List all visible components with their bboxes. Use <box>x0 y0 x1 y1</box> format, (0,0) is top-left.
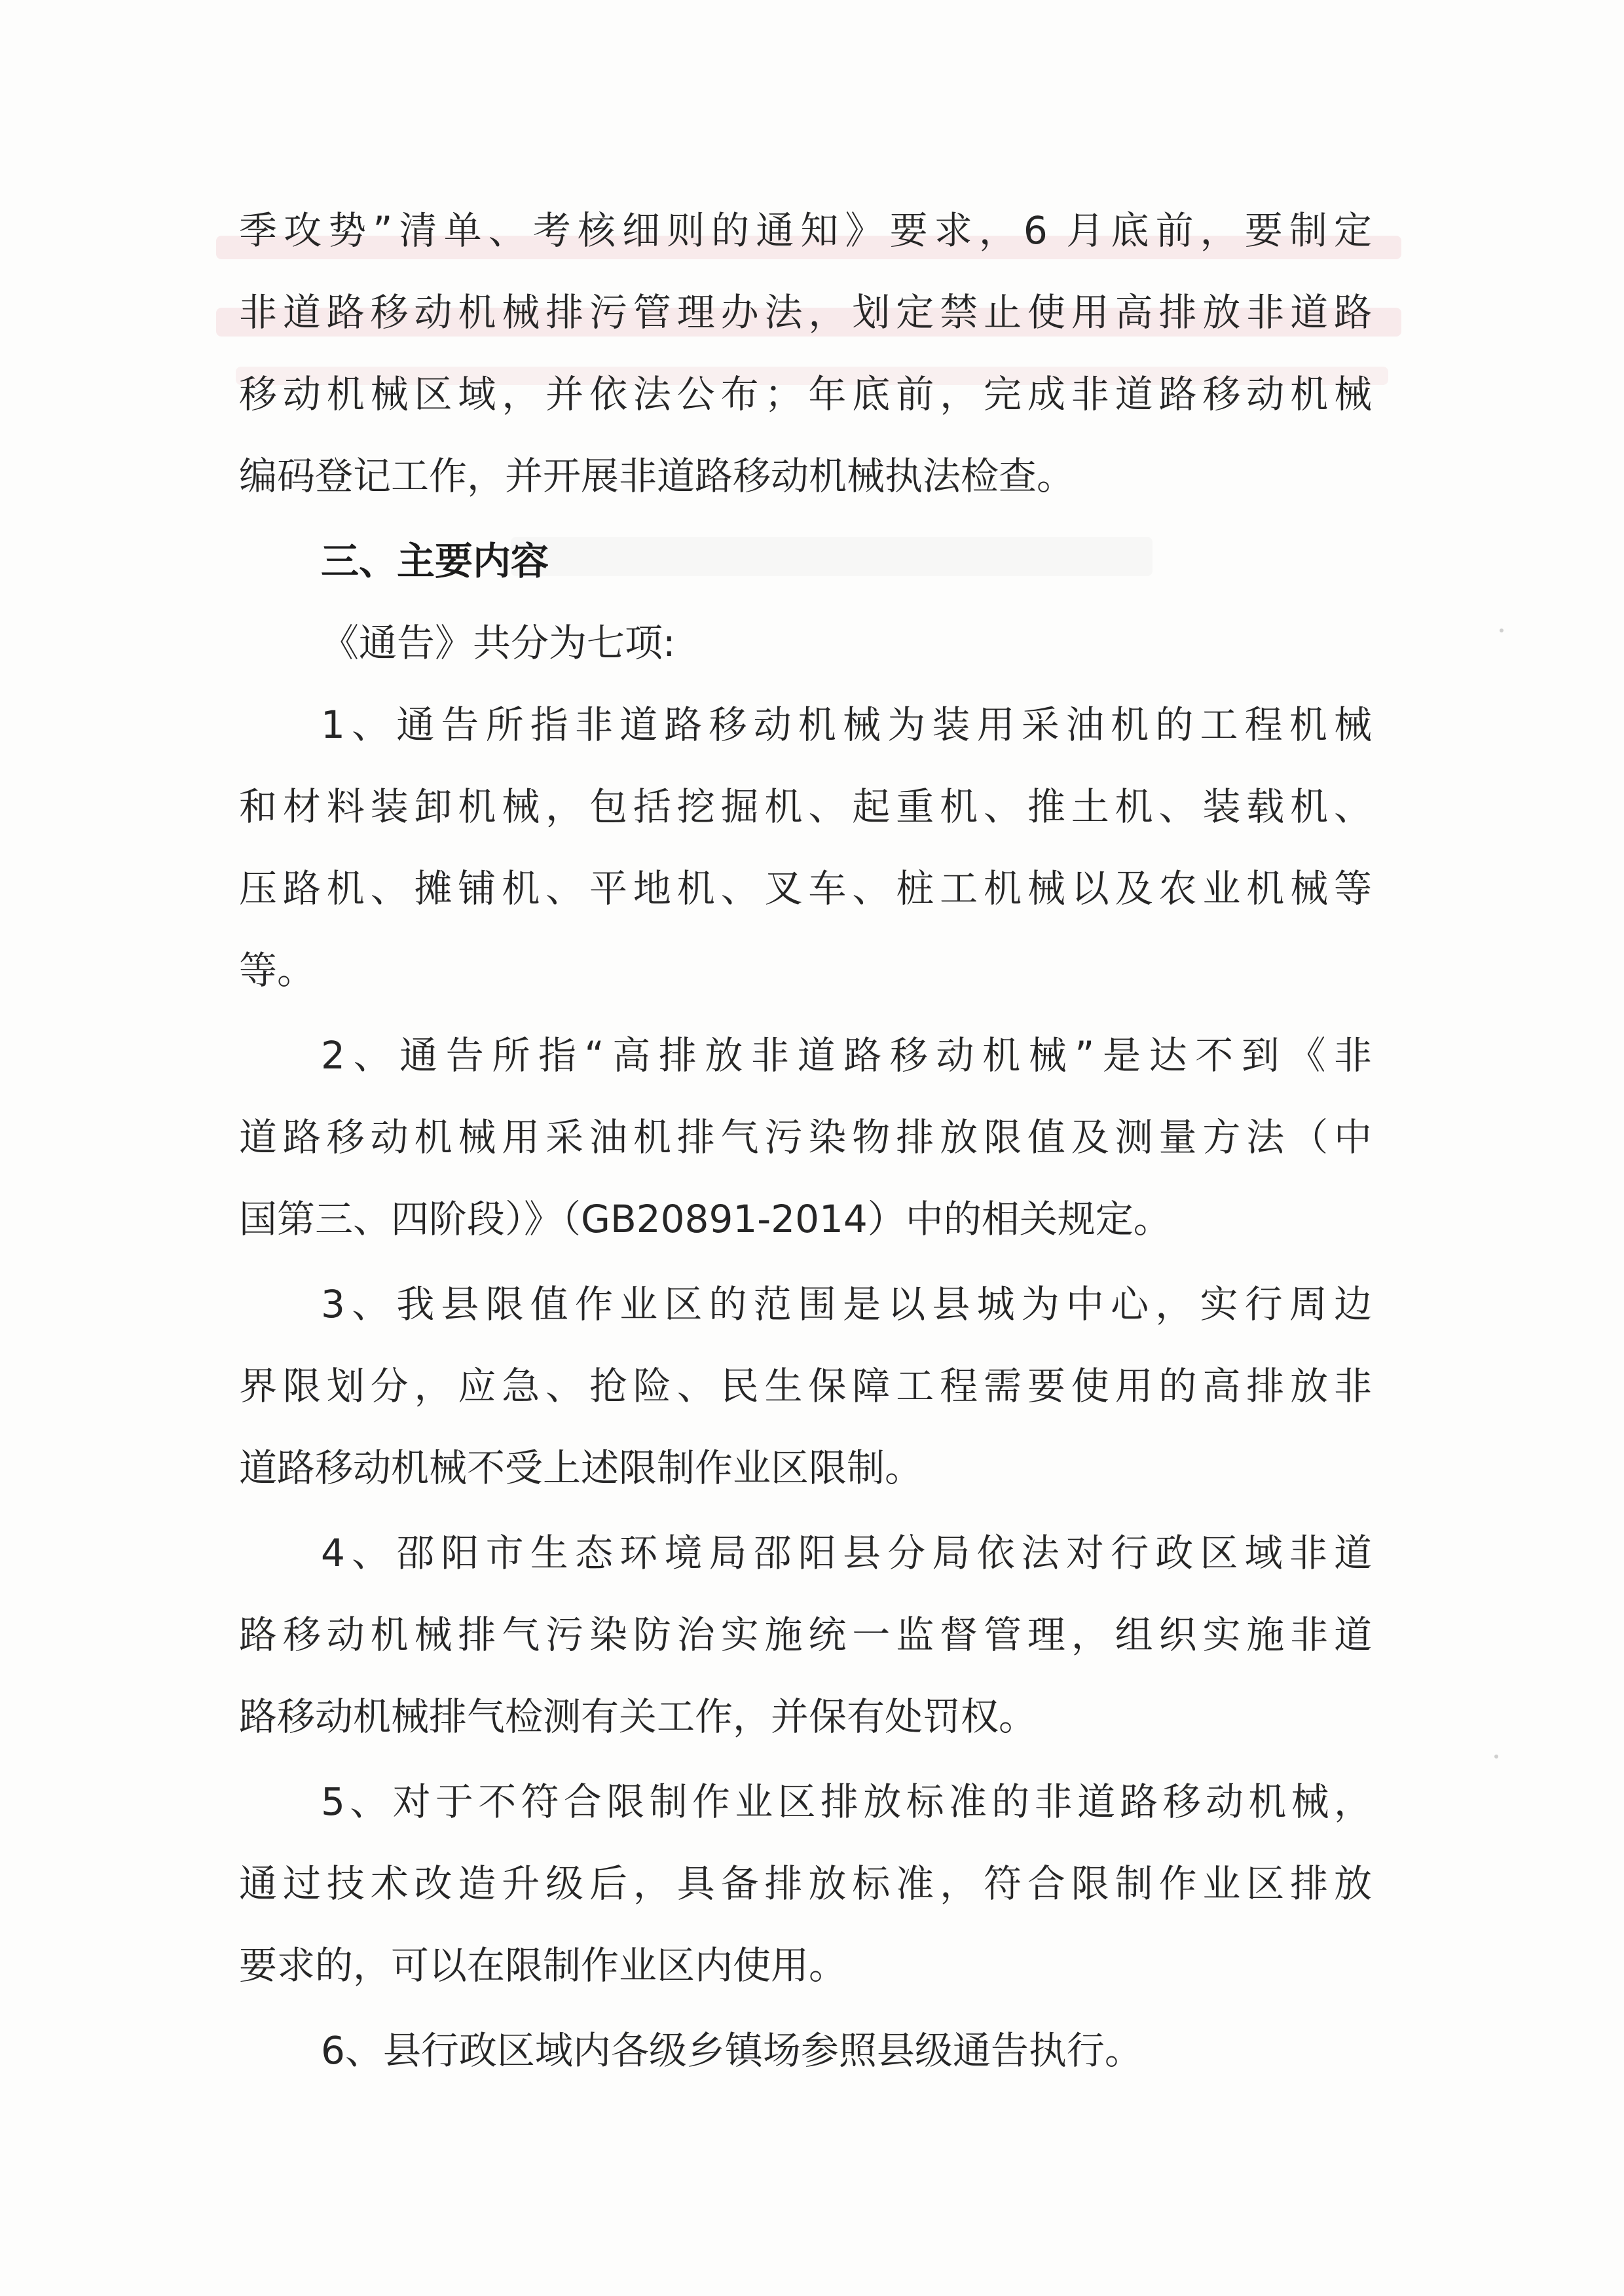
item-1-line: 压路机、摊铺机、平地机、叉车、桩工机械以及农业机械等 <box>239 866 1372 911</box>
item-5-line: 5、对于不符合限制作业区排放标准的非道路移动机械， <box>321 1779 1372 1824</box>
paragraph-line: 非道路移动机械排污管理办法，划定禁止使用高排放非道路 <box>239 290 1372 335</box>
item-3-line: 界限划分，应急、抢险、民生保障工程需要使用的高排放非 <box>239 1364 1372 1408</box>
reverse-side-text-bleed <box>511 537 1153 576</box>
item-6-line: 6、县行政区域内各级乡镇场参照县级通告执行。 <box>321 2028 1143 2073</box>
paragraph-line: 移动机械区域，并依法公布；年底前，完成非道路移动机械 <box>239 372 1372 416</box>
item-3-line: 3、我县限值作业区的范围是以县城为中心，实行周边 <box>321 1282 1372 1326</box>
item-1-line: 和材料装卸机械，包括挖掘机、起重机、推土机、装载机、 <box>239 784 1372 829</box>
item-5-line: 要求的，可以在限制作业区内使用。 <box>239 1943 847 1988</box>
item-4-line: 路移动机械排气污染防治实施统一监督管理，组织实施非道 <box>239 1613 1372 1657</box>
item-2-line: 2、通告所指“高排放非道路移动机械”是达不到《非 <box>321 1033 1372 1078</box>
item-1-line: 等。 <box>239 948 316 993</box>
item-1-line: 1、通告所指非道路移动机械为装用采油机的工程机械 <box>321 702 1372 747</box>
item-2-line: 道路移动机械用采油机排气污染物排放限值及测量方法（中 <box>239 1115 1372 1159</box>
item-3-line: 道路移动机械不受上述限制作业区限制。 <box>239 1446 923 1490</box>
scan-speck <box>1500 629 1504 632</box>
item-5-line: 通过技术改造升级后，具备排放标准，符合限制作业区排放 <box>239 1861 1372 1906</box>
item-2-line: 国第三、四阶段）》（GB20891-2014）中的相关规定。 <box>239 1197 1172 1241</box>
scan-speck <box>1494 1755 1498 1758</box>
paragraph-line: 编码登记工作，并开展非道路移动机械执法检查。 <box>239 454 1075 498</box>
section-heading: 三、主要内容 <box>321 539 549 583</box>
paragraph-line: 季攻势”清单、考核细则的通知》要求，6 月底前，要制定 <box>239 208 1372 253</box>
intro-line: 《通告》共分为七项: <box>321 621 676 665</box>
item-4-line: 路移动机械排气检测有关工作，并保有处罚权。 <box>239 1694 1037 1739</box>
item-4-line: 4、邵阳市生态环境局邵阳县分局依法对行政区域非道 <box>321 1531 1372 1575</box>
